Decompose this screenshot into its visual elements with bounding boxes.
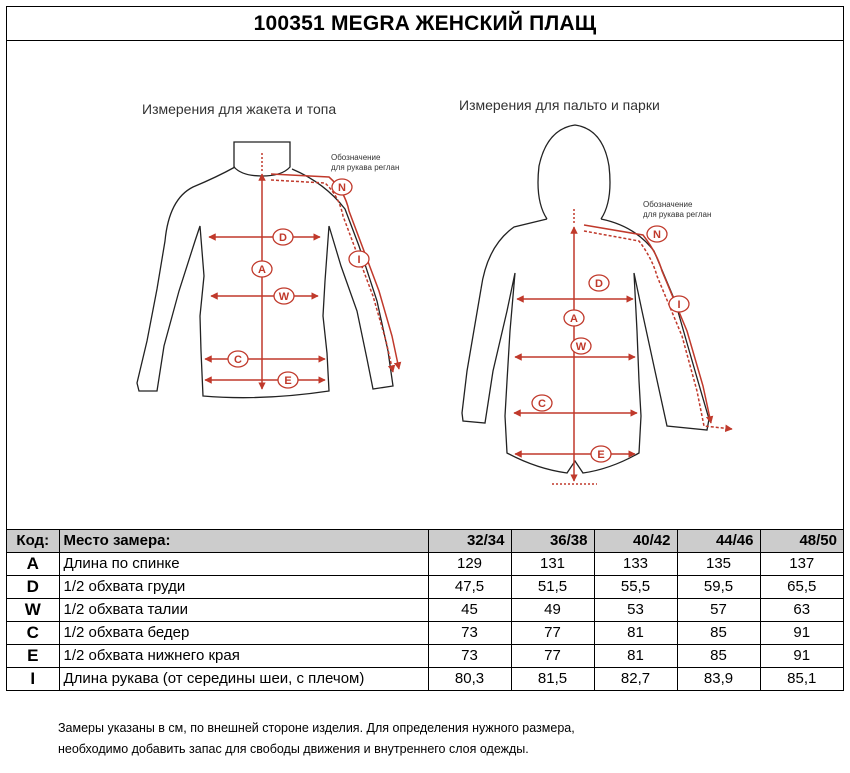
row-value: 80,3 [428,668,511,691]
row-value: 59,5 [677,576,760,599]
svg-text:D: D [279,232,287,244]
row-value: 49 [511,599,594,622]
table-header-row [7,530,843,553]
row-value: 73 [428,645,511,668]
svg-text:A: A [258,264,266,276]
svg-text:N: N [338,182,346,194]
jacket-raglan-note [331,153,399,172]
row-name: Длина рукава (от середины шеи, с плечом) [59,668,428,691]
table-row [7,645,843,668]
row-value: 81 [594,645,677,668]
coat-markers [532,226,689,462]
row-code: C [7,622,59,645]
svg-text:E: E [284,375,292,387]
row-value: 77 [511,645,594,668]
svg-text:для рукава реглан: для рукава реглан [643,210,712,219]
row-name: Длина по спинке [59,553,428,576]
row-value: 83,9 [677,668,760,691]
svg-text:W: W [278,291,290,303]
marker-w-coat [571,338,591,354]
table-row [7,622,843,645]
table-row [7,576,843,599]
row-name: 1/2 обхвата бедер [59,622,428,645]
svg-text:C: C [538,398,546,410]
row-value: 129 [428,553,511,576]
marker-i-coat [669,296,689,312]
row-name: 1/2 обхвата нижнего края [59,645,428,668]
marker-d-jacket [273,229,293,245]
row-code: A [7,553,59,576]
header-size: 32/34 [428,530,511,553]
svg-text:Обозначение: Обозначение [643,200,693,209]
row-value: 51,5 [511,576,594,599]
row-name: 1/2 обхвата груди [59,576,428,599]
row-value: 65,5 [760,576,843,599]
svg-text:N: N [653,229,661,241]
header-size: 44/46 [677,530,760,553]
row-value: 81 [594,622,677,645]
row-value: 57 [677,599,760,622]
footnote [58,718,575,760]
row-code: D [7,576,59,599]
row-value: 131 [511,553,594,576]
row-value: 85 [677,622,760,645]
coat-raglan-note [643,200,711,219]
row-value: 91 [760,645,843,668]
row-code: I [7,668,59,691]
measurement-diagram [7,41,843,529]
row-value: 77 [511,622,594,645]
marker-n-jacket [332,179,352,195]
row-value: 135 [677,553,760,576]
table-row [7,599,843,622]
row-value: 82,7 [594,668,677,691]
coat-caption: Измерения для пальто и парки [459,97,660,113]
header-size: 40/42 [594,530,677,553]
svg-text:D: D [595,278,603,290]
marker-e-jacket [278,372,298,388]
garment-drawings [7,41,843,529]
table-row [7,668,843,691]
row-value: 45 [428,599,511,622]
footnote-line: Замеры указаны в см, по внешней стороне изделия. Для определения нужного размера, [58,721,575,735]
row-code: E [7,645,59,668]
row-value: 85 [677,645,760,668]
svg-text:I: I [357,254,361,266]
row-value: 81,5 [511,668,594,691]
header-size: 48/50 [760,530,843,553]
table-row [7,553,843,576]
row-value: 73 [428,622,511,645]
marker-w-jacket [274,288,294,304]
svg-text:W: W [575,341,587,353]
header-size: 36/38 [511,530,594,553]
marker-a-coat [564,310,584,326]
svg-text:для рукава реглан: для рукава реглан [331,163,400,172]
svg-text:I: I [677,299,681,311]
page-title: 100351 MEGRA ЖЕНСКИЙ ПЛАЩ [7,7,843,41]
row-value: 91 [760,622,843,645]
row-value: 85,1 [760,668,843,691]
svg-text:E: E [597,449,605,461]
row-value: 47,5 [428,576,511,599]
row-value: 137 [760,553,843,576]
marker-i-jacket [349,251,369,267]
header-code: Код: [7,530,59,553]
jacket-caption: Измерения для жакета и топа [142,101,337,117]
row-name: 1/2 обхвата талии [59,599,428,622]
row-value: 55,5 [594,576,677,599]
row-value: 133 [594,553,677,576]
marker-d-coat [589,275,609,291]
svg-text:Обозначение: Обозначение [331,153,381,162]
row-code: W [7,599,59,622]
marker-n-coat [647,226,667,242]
marker-a-jacket [252,261,272,277]
row-value: 63 [760,599,843,622]
marker-c-coat [532,395,552,411]
svg-text:A: A [570,313,578,325]
size-chart-frame [6,6,844,691]
row-value: 53 [594,599,677,622]
header-place: Место замера: [59,530,428,553]
svg-text:C: C [234,354,242,366]
coat-measures [514,209,732,484]
marker-c-jacket [228,351,248,367]
footnote-line: необходимо добавить запас для свободы движения и внутреннего слоя одежды. [58,742,529,756]
marker-e-coat [591,446,611,462]
size-table [7,529,843,690]
